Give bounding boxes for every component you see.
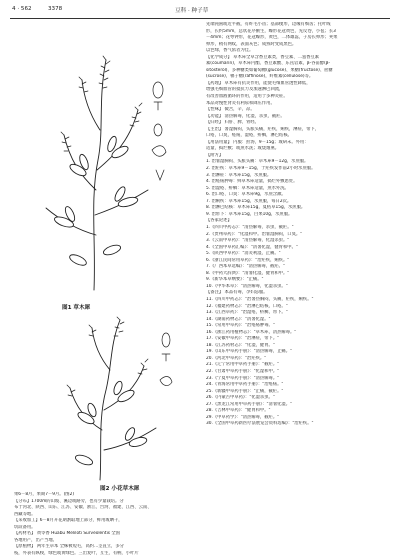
figure-2-illustration bbox=[40, 310, 190, 485]
text-line: sitosterol)、多种糖类如葡萄糖(glucose)、果糖(fructose)、蔗糖 bbox=[206, 67, 333, 73]
text-line: 9.《新华本草纲要》："止痛。" bbox=[206, 277, 264, 283]
text-line: －4mm；花萼钟形，花冠蝶形，黄色，二体雄蕊，子房长卵形；荚果 bbox=[206, 35, 338, 41]
text-line: 26.《内蒙古中草药》："化湿杀虫。" bbox=[206, 395, 275, 401]
text-line: 【药理】 草木犀有抗炎作用，能使毛细血管透性降低， bbox=[206, 80, 311, 86]
text-line: 1. 治暑湿胸闷、头胀头痛：草木犀9－12g，水煎服。 bbox=[206, 159, 309, 165]
right-column-text bbox=[206, 22, 390, 428]
page-number: 4 · 562 bbox=[12, 6, 32, 12]
text-line: 3. 治淋症：草木犀15g，水煎服。 bbox=[206, 172, 272, 178]
text-line: 枝，外表有纵棱，绿色或黄绿色。三出复叶，互生，有柄，小叶片 bbox=[14, 550, 139, 556]
text-line: 【附方】 bbox=[206, 152, 224, 158]
text-line: 【归经】 归肝、脾、胃经。 bbox=[206, 120, 259, 126]
text-line: 各地用产，出产当地。 bbox=[14, 537, 57, 543]
text-line: 布于河北、陕西、山东、江苏、安徽、浙江、台湾、福建、江西、云南、 bbox=[14, 505, 152, 511]
text-line: 12.《福建药物志》："治淋巴结核，口疮。" bbox=[206, 303, 288, 309]
text-line: 23.《宁夏中草药手册》："清热解毒。" bbox=[206, 375, 280, 381]
text-line: 4.《全国中草药汇编》："清暑化湿，健胃和中。" bbox=[206, 244, 298, 250]
text-line: 9. 治带下：草木犀15g，白果10g，水煎服。 bbox=[206, 211, 293, 217]
text-line: 8. 治淋巴结核：草木犀15g，夏枯草15g，水煎服。 bbox=[206, 205, 306, 211]
text-line: 10.《中华本草》："清热解毒，化湿杀虫。" bbox=[206, 283, 288, 289]
text-line: 【采收加工】6－8月开花期割取地上部分，鲜用或晒干， bbox=[14, 518, 123, 524]
text-line: 西藏等地。 bbox=[14, 511, 36, 517]
left-column-text bbox=[14, 492, 202, 557]
text-line: 21.《辽宁常用中草药手册》："截疟。" bbox=[206, 362, 280, 368]
text-line: 4. 治疮疡肿毒：鲜草木犀适量，捣烂外敷患处。 bbox=[206, 179, 298, 185]
text-line: 15.《常用中草药》："治疮疡肿毒。" bbox=[206, 323, 275, 329]
text-line: 6. 治口疮、口臭：草木犀9g，水煎含漱。 bbox=[206, 192, 286, 198]
text-line: 2.《贵州草药》："化湿和中。治暑湿胸闷，口臭。" bbox=[206, 231, 303, 237]
text-line: 1.《四川中药志》："清热解毒，杀虫，截疟。" bbox=[206, 224, 294, 230]
text-line: 22.《甘肃中草药手册》："化湿和中。" bbox=[206, 368, 280, 374]
text-line: 8.《中药大辞典》："清暑化湿，健胃和中。" bbox=[206, 270, 290, 276]
text-line: 先端钝圆或近平截，有纤毛小齿；基部楔形，边缘有细齿；托叶线 bbox=[206, 22, 331, 27]
text-line: 11.《四川中药志》："治暑热胸闷，头痛，疟疾，痢疾。" bbox=[206, 296, 314, 302]
text-line: 以色绿，香气浓者为佳。 bbox=[206, 48, 254, 54]
text-line: 【原植物】 两年生草本 全株被短毛，高约...茎直立，多分 bbox=[14, 544, 124, 550]
figure-1-caption: 图1 草木犀 bbox=[62, 305, 91, 311]
text-line: 25.《新疆中草药手册》："止痛，截疟。" bbox=[206, 388, 284, 394]
text-line: (sucrose)，棉子糖(raffinose)，纤维素(cellulose)等。 bbox=[206, 74, 314, 80]
figure-1-illustration bbox=[20, 40, 180, 295]
text-line: 3.《云南中草药》："清热解毒，化湿杀虫。" bbox=[206, 238, 290, 244]
text-line: 【各家论述】 bbox=[206, 218, 232, 224]
page-code: 3378 bbox=[48, 6, 63, 12]
text-line: 【用法用量】 内服：煎汤，9－15g；或研末。外用： bbox=[206, 139, 309, 145]
text-line: 切段备用。 bbox=[14, 524, 36, 530]
text-line: 28.《吉林中草药》："健胃和中。" bbox=[206, 408, 271, 414]
text-line: 14.《湖南药物志》："清暑化湿。" bbox=[206, 316, 271, 322]
text-line: 16.《浙江药用植物志》："草木犀，清热解毒。" bbox=[206, 329, 297, 335]
text-line: 17.《安徽中草药》："治淋症，带下。" bbox=[206, 336, 280, 342]
text-line: 果6－8月，果期7－9月。(图2) bbox=[14, 492, 74, 497]
text-line: 30.《全国中草药新医疗法展览会资料选编》："治疟疾。" bbox=[206, 421, 314, 427]
text-line: 【分布】1700m的山坡、溪边或路旁，也有少量栽培。分 bbox=[14, 498, 124, 504]
text-line: 【药材名】 黄零香 Huabu Meliloti Surveolentis 全国 bbox=[14, 531, 120, 537]
text-line: 29.《中草药学》："清热解毒，截疟。" bbox=[206, 414, 280, 420]
text-line: 27.《黑龙江常用中草药手册》："清暑化湿。" bbox=[206, 401, 292, 407]
text-line: 增强毛细血管的抵抗力及加速淋巴回流， bbox=[206, 87, 284, 93]
text-line: 19.《山东中草药手册》："清热解毒，止痛。" bbox=[206, 349, 292, 355]
text-line: 【主治】 暑湿胸闷，头胀头痛，疟疾，痢疾，淋症，带下， bbox=[206, 126, 320, 132]
text-line: 5.《陕西中草药》："消炎利湿，止痛。" bbox=[206, 251, 281, 257]
text-line: 2. 治疟疾：草木犀9－15g，于疟疾发作前2小时水煎服。 bbox=[206, 166, 316, 172]
text-line: 20.《河北中草药》："治疟疾。" bbox=[206, 355, 267, 361]
text-line: 本品对慢性肾炎有利尿和降压作用。 bbox=[206, 100, 275, 106]
text-line: 形，长约5mm，总状花序腋生，蝶形花冠黄色，先反卷，小苞；长3 bbox=[206, 28, 336, 34]
text-line: 素(coumarin)，草木犀内酯、香豆素酸、东莨菪素，β-谷甾醇(β- bbox=[206, 61, 331, 67]
text-line: 【化学成分】 草木犀全草含香豆素类，香豆素、二氢香豆素 bbox=[206, 54, 320, 60]
running-head: 豆科 · 种子草 bbox=[175, 8, 209, 14]
text-line: 有改善血液循环的作用，适用于多种炎症。 bbox=[206, 94, 288, 100]
text-line: 6.《浙江民间常用草药》："治疟疾，痢疾。" bbox=[206, 257, 290, 263]
text-line: 5. 治湿疮、疥癣：草木犀适量，煎水外洗。 bbox=[206, 185, 289, 191]
text-line: 18.《江苏药材志》："化湿，健胃。" bbox=[206, 342, 275, 348]
text-line: 适量，捣烂敷；或煎水洗；或烧烟熏。 bbox=[206, 146, 280, 152]
text-line: 【备注】 本品有毒，孕妇忌服。 bbox=[206, 290, 268, 296]
figure-2-caption: 图2 小花草木犀 bbox=[100, 486, 140, 492]
text-line: 7. 治痢疾：草木犀15g，水煎服，每日2次。 bbox=[206, 198, 292, 204]
header-rule bbox=[10, 18, 390, 19]
text-line: 7.《广西本草选编》："清热解毒，截疟。" bbox=[206, 264, 285, 270]
text-line: 卵形，稍有网纹，表面灰色；成熟时变成黑色。 bbox=[206, 41, 297, 47]
text-line: 【功能】 清热解毒，化湿，杀虫，截疟。 bbox=[206, 113, 285, 119]
text-line: 13.《江西草药》："治湿疮，疥癣，带下。" bbox=[206, 310, 288, 316]
text-line: 24.《青海常用中草药手册》："治疮疡。" bbox=[206, 382, 284, 388]
text-line: 口疮，口臭，疮疡，湿疮，疥癣，淋巴结核。 bbox=[206, 133, 292, 139]
text-line: 【性味】 微苦，辛，凉。 bbox=[206, 107, 255, 113]
